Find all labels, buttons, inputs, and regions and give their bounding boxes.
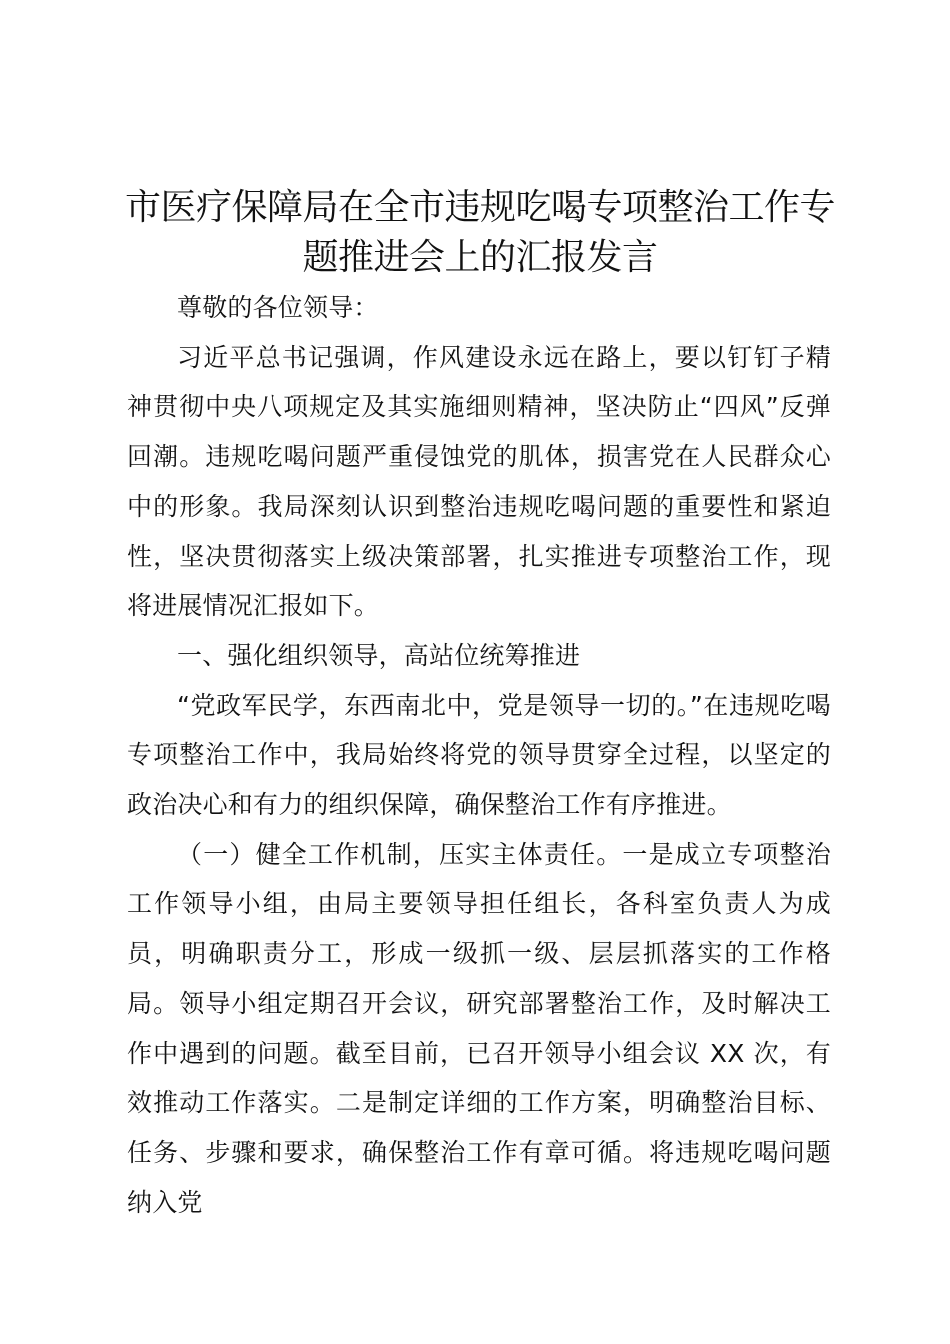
paragraph-intro: 习近平总书记强调，作风建设永远在路上，要以钉钉子精神贯彻中央八项规定及其实施细则精神，坚决防止“四风”反弹回潮。违规吃喝问题严重侵蚀党的肌体，损害党在人民群众心中的形象。我局深刻认识到整治违规吃喝问题的重要性和紧迫性，坚决贯彻落实上级决策部署，扎实推进专项整治工作，现将进展情况汇报如下。 xyxy=(127,342,831,621)
paragraph-section-1: “党政军民学，东西南北中，党是领导一切的。”在违规吃喝专项整治工作中，我局始终将党的领导贯穿全过程，以坚定的政治决心和有力的组织保障，确保整治工作有序推进。 xyxy=(127,690,831,820)
paragraph-subsection-1: （一）健全工作机制，压实主体责任。一是成立专项整治工作领导小组，由局主要领导担任组长，各科室负责人为成员，明确职责分工，形成一级抓一级、层层抓落实的工作格局。领导小组定期召开会议，研究部署整治工作，及时解决工作中遇到的问题。截至目前，已召开领导小组会议 XX 次，有效推动工作落实。二是制定详细的工作方案，明确整治目标、任务、步骤和要求，确保整治工作有章可循。将违规吃喝问题纳入党 xyxy=(127,839,831,1217)
document-title: 市医疗保障局在全市违规吃喝专项整治工作专题推进会上的汇报发言 xyxy=(124,187,835,278)
section-heading-1: 一、强化组织领导，高站位统筹推进 xyxy=(177,640,581,670)
document-body xyxy=(127,283,831,1227)
salutation: 尊敬的各位领导： xyxy=(177,293,379,322)
